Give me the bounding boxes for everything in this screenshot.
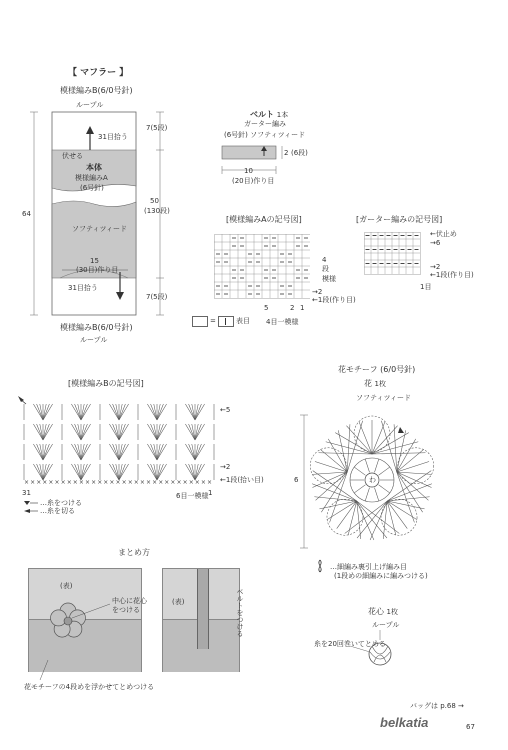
sc-mark: × <box>72 479 78 486</box>
chart-b-col1: 1 <box>208 489 213 497</box>
sc-mark: × <box>164 479 170 486</box>
flower-center-mark: わ <box>369 476 376 484</box>
sc-mark: × <box>133 479 139 486</box>
sc-mark: × <box>66 479 72 486</box>
sc-mark: × <box>42 479 48 486</box>
sc-mark: × <box>127 479 133 486</box>
flower-note1: …細編み裏引上げ編み目 <box>330 563 407 571</box>
muffler-bind-off: 伏せる <box>62 152 83 160</box>
flower-part-text: 花 <box>364 379 372 388</box>
page-number: 67 <box>466 723 475 731</box>
sc-mark: × <box>200 479 206 486</box>
chart-b-col31: 31 <box>22 489 31 497</box>
muffler-width-sub: (30目)作り目 <box>76 266 119 274</box>
sc-mark: × <box>91 479 97 486</box>
sc-mark: × <box>170 479 176 486</box>
assembly-belt-note: ベルトをつける <box>236 588 245 637</box>
muffler-body-needle: (6号針) <box>80 184 104 192</box>
sc-mark: × <box>60 479 66 486</box>
chart-b-title: [模様編みBの記号図] <box>68 379 144 388</box>
chart-garter-row1: ←1段(作り目) <box>430 271 474 279</box>
sc-mark: × <box>36 479 42 486</box>
sc-mark: × <box>54 479 60 486</box>
core-note: 糸を20回巻いてとめる <box>314 640 386 648</box>
belt-needle: (6号針) <box>224 131 248 139</box>
sc-mark: × <box>103 479 109 486</box>
flower-yarn: ソフティツィード <box>356 394 412 402</box>
chart-garter-row6: →6 <box>430 239 441 247</box>
sc-mark: × <box>24 479 30 486</box>
sc-mark: × <box>78 479 84 486</box>
sc-mark: × <box>194 479 200 486</box>
belt-height: 2 <box>284 149 289 157</box>
brand-logo: belkatia <box>380 715 429 730</box>
chart-b-repeat: 6目一模様 <box>176 492 209 500</box>
flower-title-text: 花モチーフ <box>338 365 378 374</box>
belt-width: 10 <box>244 167 253 175</box>
belt-yarn: ソフティツィード <box>250 131 306 139</box>
chart-a-col2: 2 <box>290 304 295 312</box>
chart-a-row-mid: 段 <box>322 265 329 273</box>
legend-knit-text: 表目 <box>236 317 250 325</box>
core-yarn: ループル <box>372 621 400 629</box>
sc-mark: × <box>109 479 115 486</box>
assembly-title: まとめ方 <box>118 548 150 557</box>
muffler-dim-top: 7(5段) <box>146 124 168 132</box>
muffler-top-label: 模様編みB(6/0号針) <box>60 86 133 95</box>
chart-a-row1: ←1段(作り目) <box>312 296 356 304</box>
flower-note2: (1段めの細編みに編みつける) <box>334 572 428 580</box>
sc-mark: × <box>115 479 121 486</box>
muffler-width-label: 15 <box>90 257 99 265</box>
assembly-panel-2 <box>162 568 240 672</box>
sc-mark: × <box>176 479 182 486</box>
muffler-dim-mid: 50 <box>150 197 159 205</box>
assembly-face1: (表) <box>60 582 73 590</box>
muffler-dim-total: 64 <box>22 210 31 218</box>
muffler-yarn: ソフティツィード <box>72 225 128 233</box>
belt-width-sub: (20目)作り目 <box>232 177 275 185</box>
belt-pattern: ガーター編み <box>244 120 286 128</box>
muffler-body-pattern: 模様編みA <box>75 174 108 182</box>
muffler-dim-bottom: 7(5段) <box>146 293 168 301</box>
flower-size: 6 <box>294 476 299 484</box>
assembly-center-note2: をつける <box>112 606 140 614</box>
chart-a-title: [模様編みAの記号図] <box>226 215 302 224</box>
chart-garter-row2: →2 <box>430 263 441 271</box>
sc-mark: × <box>48 479 54 486</box>
sc-mark: × <box>146 479 152 486</box>
muffler-body-title: 本体 <box>86 163 102 172</box>
muffler-bottom-label: 模様編みB(6/0号針) <box>60 323 133 332</box>
chart-a-col5: 5 <box>264 304 269 312</box>
chart-a-repeat: 4目一模様 <box>266 318 299 326</box>
sc-mark: × <box>182 479 188 486</box>
sc-mark: × <box>188 479 194 486</box>
chart-b-row1: ←1段(拾い目) <box>220 476 264 484</box>
sc-mark: × <box>207 479 213 486</box>
chart-garter-bind: ←伏止め <box>430 230 457 238</box>
chart-b-row2: →2 <box>220 463 231 471</box>
chart-a-row4: 4 <box>322 256 327 264</box>
core-title-text: 花心 <box>368 607 384 616</box>
mini-petal <box>50 610 66 626</box>
chart-a-rep-label: 模様 <box>322 275 336 283</box>
sc-mark: × <box>85 479 91 486</box>
muffler-bottom-sub: ループル <box>80 336 108 344</box>
chart-a-col1: 1 <box>300 304 305 312</box>
footer-ref: バッグは p.68 → <box>410 702 464 710</box>
muffler-pick-bottom: 31目拾う <box>68 284 98 292</box>
legend-eq: = <box>210 317 216 325</box>
sc-mark: × <box>121 479 127 486</box>
assembly-bottom-note: 花モチーフの4段めを浮かせてとめつける <box>24 683 155 691</box>
belt-count: 1本 <box>276 111 289 119</box>
muffler-title: 【 マフラー 】 <box>68 68 129 78</box>
belt-height-rows: (6段) <box>291 149 308 157</box>
sc-mark: × <box>158 479 164 486</box>
sc-mark: × <box>152 479 158 486</box>
chart-a-row2: →2 <box>312 288 323 296</box>
assembly-face2: (表) <box>172 598 185 606</box>
chart-garter-col1: 1目 <box>420 283 432 291</box>
chart-garter-title: [ガーター編みの記号図] <box>356 215 443 224</box>
chart-b-row5: ←5 <box>220 406 231 414</box>
core-count: 1枚 <box>386 608 399 616</box>
muffler-dim-mid-sub: (130段) <box>144 207 170 215</box>
flower-count: 1枚 <box>374 380 387 388</box>
assembly-center-note1: 中心に花心 <box>112 597 147 605</box>
chart-b-legend-join: …糸をつける <box>40 499 82 507</box>
chart-b-legend-cut: …糸を切る <box>40 507 75 515</box>
sc-mark: × <box>97 479 103 486</box>
muffler-pick-top: 31目拾う <box>98 133 128 141</box>
belt-title-text: ベルト <box>250 110 274 119</box>
sc-mark: × <box>139 479 145 486</box>
sc-mark: × <box>30 479 36 486</box>
muffler-top-sub: ループル <box>76 101 104 109</box>
flower-needle: (6/0号針) <box>380 365 416 374</box>
